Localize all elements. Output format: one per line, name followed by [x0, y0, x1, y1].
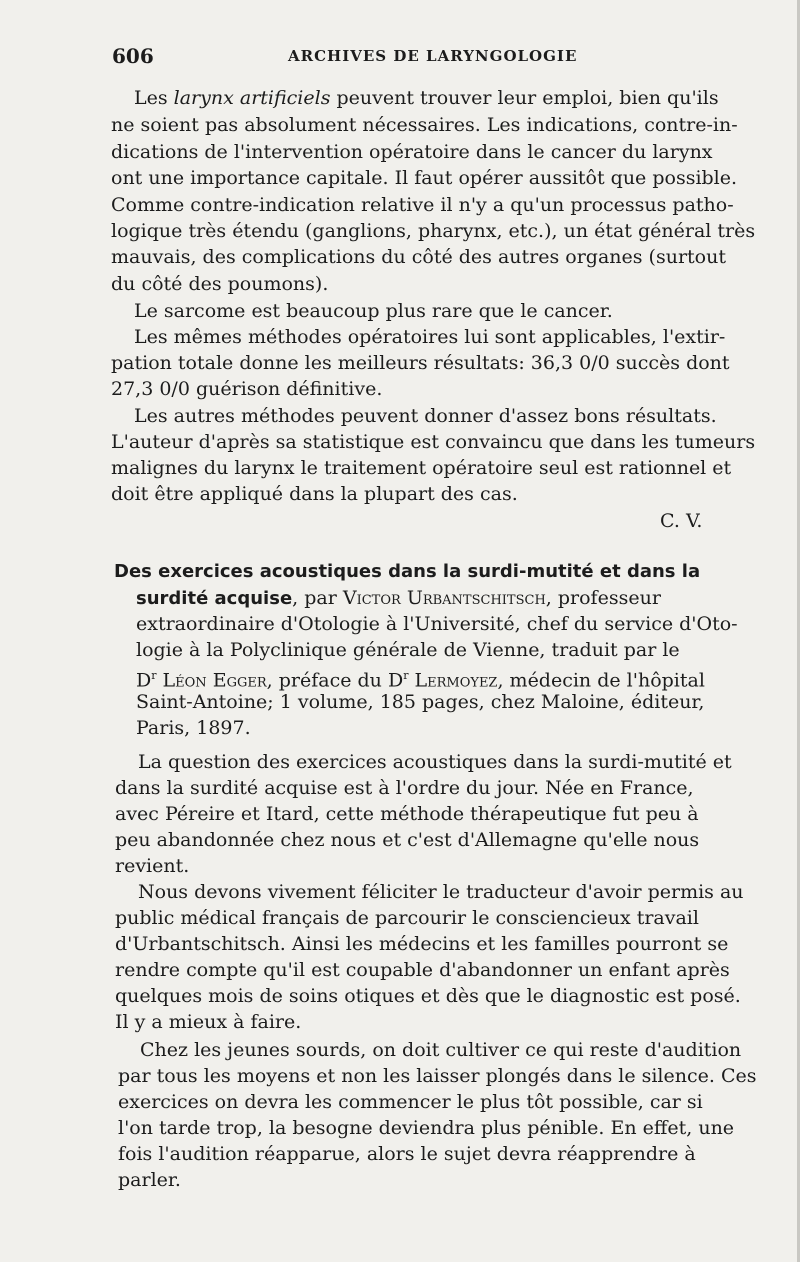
text-line: malignes du larynx le traitement opératoire seul est rationnel et [111, 457, 732, 479]
text-line: quelques mois de soins otiques et dès que le diagnostic est posé. [115, 985, 741, 1007]
text-line: rendre compte qu'il est coupable d'abandonner un enfant après [115, 959, 730, 981]
page-number: 606 [112, 44, 154, 68]
text-line: ne soient pas absolument nécessaires. Les indications, contre-in- [111, 114, 738, 136]
text-line: revient. [115, 855, 190, 877]
text-line: dans la surdité acquise est à l'ordre du jour. Née en France, [115, 777, 694, 799]
translator-name: Léon Egger [162, 669, 267, 692]
text-line: l'on tarde trop, la besogne deviendra plus pénible. En effet, une [118, 1117, 735, 1139]
text-line: exercices on devra les commencer le plus tôt possible, car si [118, 1091, 703, 1113]
signature: C. V. [660, 510, 703, 532]
text-line: Comme contre-indication relative il n'y a qu'un processus patho- [111, 194, 734, 216]
text-line: du côté des poumons). [111, 273, 329, 295]
text-line: Paris, 1897. [136, 717, 251, 739]
text-line: $D^r$ Léon Egger, préface du $D^r$ Lermoyez, médecin de l'hôpital [136, 669, 705, 692]
text-line: par tous les moyens et non les laisser plongés dans le silence. Ces [118, 1065, 757, 1087]
text-line: mauvais, des complications du côté des autres organes (surtout [111, 246, 726, 268]
running-title: ARCHIVES DE LARYNGOLOGIE [288, 47, 578, 65]
review-title: Des exercices acoustiques dans la surdi-mutité et dans la [114, 561, 701, 582]
text-line: Les autres méthodes peuvent donner d'assez bons résultats. [134, 405, 717, 427]
text-line: doit être appliqué dans la plupart des cas. [111, 483, 518, 505]
text-line: extraordinaire d'Otologie à l'Université, chef du service d'Oto- [136, 613, 738, 635]
text-line: Chez les jeunes sourds, on doit cultiver ce qui reste d'audition [140, 1039, 742, 1061]
text-line: ont une importance capitale. Il faut opérer aussitôt que possible. [111, 167, 738, 189]
review-title-line2: surdité acquise, par Victor Urbantschitsch, professeur [136, 587, 661, 609]
text-line: pation totale donne les meilleurs résultats: 36,3 0/0 succès dont [111, 352, 730, 374]
author-name: Victor Urbantschitsch [342, 587, 546, 609]
text-line: L'auteur d'après sa statistique est convaincu que dans les tumeurs [111, 431, 756, 453]
text-line: Les larynx artificiels peuvent trouver leur emploi, bien qu'ils [134, 87, 719, 109]
text-line: Il y a mieux à faire. [115, 1011, 302, 1033]
text-line: dications de l'intervention opératoire dans le cancer du larynx [111, 141, 713, 163]
text-line: Nous devons vivement féliciter le traducteur d'avoir permis au [138, 881, 744, 903]
text-line: peu abandonnée chez nous et c'est d'Allemagne qu'elle nous [115, 829, 700, 851]
text-line: Saint-Antoine; 1 volume, 185 pages, chez Maloine, éditeur, [136, 691, 705, 713]
text-line: fois l'audition réapparue, alors le sujet devra réapprendre à [118, 1143, 696, 1165]
text-line: Les mêmes méthodes opératoires lui sont applicables, l'extir- [134, 326, 726, 348]
text-line: d'Urbantschitsch. Ainsi les médecins et les familles pourront se [115, 933, 729, 955]
text-line: logique très étendu (ganglions, pharynx, etc.), un état général très [111, 220, 756, 242]
text-line: logie à la Polyclinique générale de Vienne, traduit par le [136, 639, 680, 661]
text-line: La question des exercices acoustiques dans la surdi-mutité et [138, 751, 732, 773]
text-line: avec Péreire et Itard, cette méthode thérapeutique fut peu à [115, 803, 699, 825]
text-line: parler. [118, 1169, 181, 1191]
preface-author-name: Lermoyez [414, 669, 498, 692]
text-line: Le sarcome est beaucoup plus rare que le cancer. [134, 300, 613, 322]
text-line: public médical français de parcourir le consciencieux travail [115, 907, 699, 929]
running-header [112, 44, 762, 74]
text-line: 27,3 0/0 guérison définitive. [111, 378, 383, 400]
